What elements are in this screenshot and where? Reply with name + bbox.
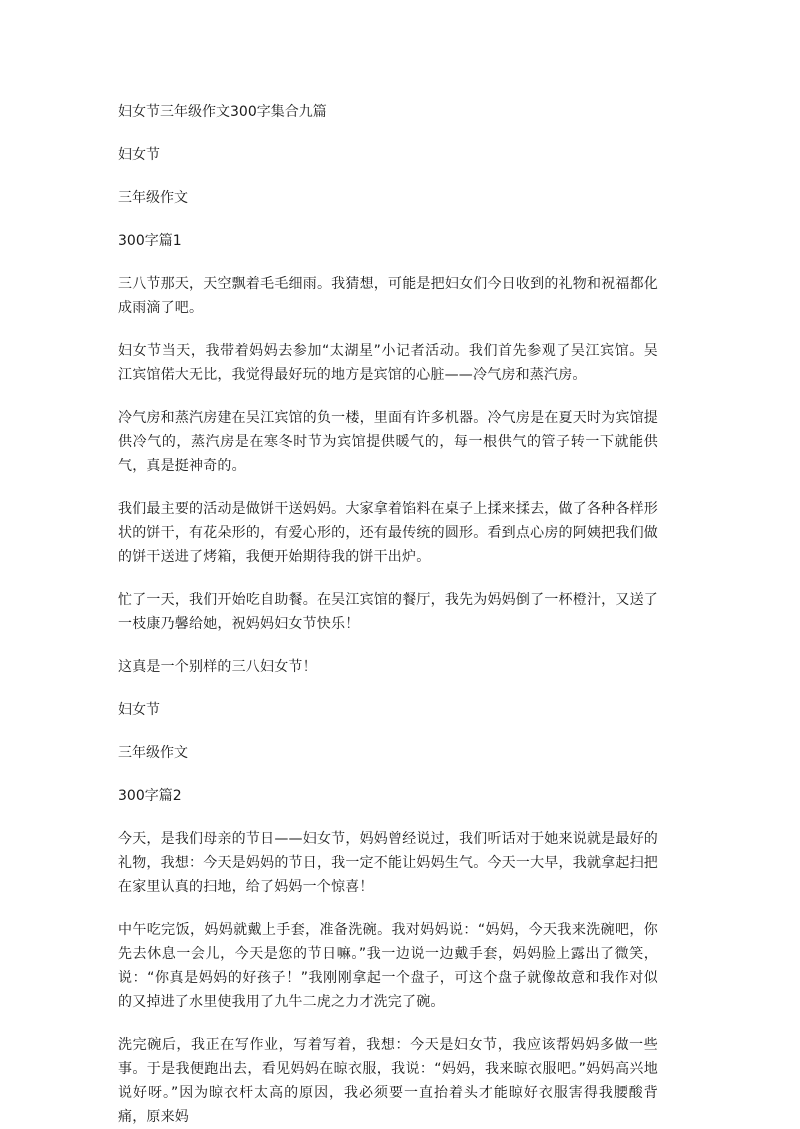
paragraph: 妇女节当天，我带着妈妈去参加“太湖星”小记者活动。我们首先参观了吴江宾馆。吴江宾馆偌大无比，我觉得最好玩的地方是宾馆的心脏——冷气房和蒸汽房。: [118, 343, 658, 383]
section-tag-festival: 妇女节: [118, 702, 160, 718]
section-tag-grade: 三年级作文: [118, 745, 188, 761]
paragraph: 洗完碗后，我正在写作业，写着写着，我想：今天是妇女节，我应该帮妈妈多做一些事。于是我便跑出去，看见妈妈在晾衣服，我说：“妈妈，我来晾衣服吧。”妈妈高兴地说好呀。”因为晾衣杆太高的原因，我必须要一直抬着头才能晾好衣服害得我腰酸背痛，原来妈: [118, 1037, 658, 1125]
section-2: [118, 698, 658, 1129]
paragraph: 忙了一天，我们开始吃自助餐。在吴江宾馆的餐厅，我先为妈妈倒了一杯橙汁，又送了一枝康乃馨给她，祝妈妈妇女节快乐！: [118, 592, 658, 632]
section-heading: 300字篇1: [118, 233, 182, 249]
paragraph: 中午吃完饭，妈妈就戴上手套，准备洗碗。我对妈妈说：“妈妈，今天我来洗碗吧，你先去休息一会儿，今天是您的节日嘛。”我一边说一边戴手套，妈妈脸上露出了微笑，说：“你真是妈妈的好孩子！”我刚刚拿起一个盘子，可这个盘子就像故意和我作对似的又掉进了水里使我用了九牛二虎之力才洗完了碗。: [118, 922, 658, 1010]
paragraph: 我们最主要的活动是做饼干送妈妈。大家拿着馅料在桌子上揉来揉去，做了各种各样形状的饼干，有花朵形的，有爱心形的，还有最传统的圆形。看到点心房的阿姨把我们做的饼干送进了烤箱，我便开始期待我的饼干出炉。: [118, 501, 658, 565]
paragraph: 三八节那天，天空飘着毛毛细雨。我猜想，可能是把妇女们今日收到的礼物和祝福都化成雨滴了吧。: [118, 276, 658, 316]
paragraph: 冷气房和蒸汽房建在吴江宾馆的负一楼，里面有许多机器。冷气房是在夏天时为宾馆提供冷气的，蒸汽房是在寒冬时节为宾馆提供暖气的，每一根供气的管子转一下就能供气，真是挺神奇的。: [118, 410, 658, 474]
section-tag-grade: 三年级作文: [118, 190, 188, 206]
document-title: 妇女节三年级作文300字集合九篇: [118, 104, 327, 120]
section-tag-festival: 妇女节: [118, 147, 160, 163]
section-heading: 300字篇2: [118, 788, 182, 804]
paragraph: 今天，是我们母亲的节日——妇女节，妈妈曾经说过，我们听话对于她来说就是最好的礼物，我想：今天是妈妈的节日，我一定不能让妈妈生气。今天一大早，我就拿起扫把在家里认真的扫地，给了妈妈一个惊喜！: [118, 831, 658, 895]
section-1: [118, 143, 658, 679]
paragraph: 这真是一个别样的三八妇女节！: [118, 659, 317, 675]
